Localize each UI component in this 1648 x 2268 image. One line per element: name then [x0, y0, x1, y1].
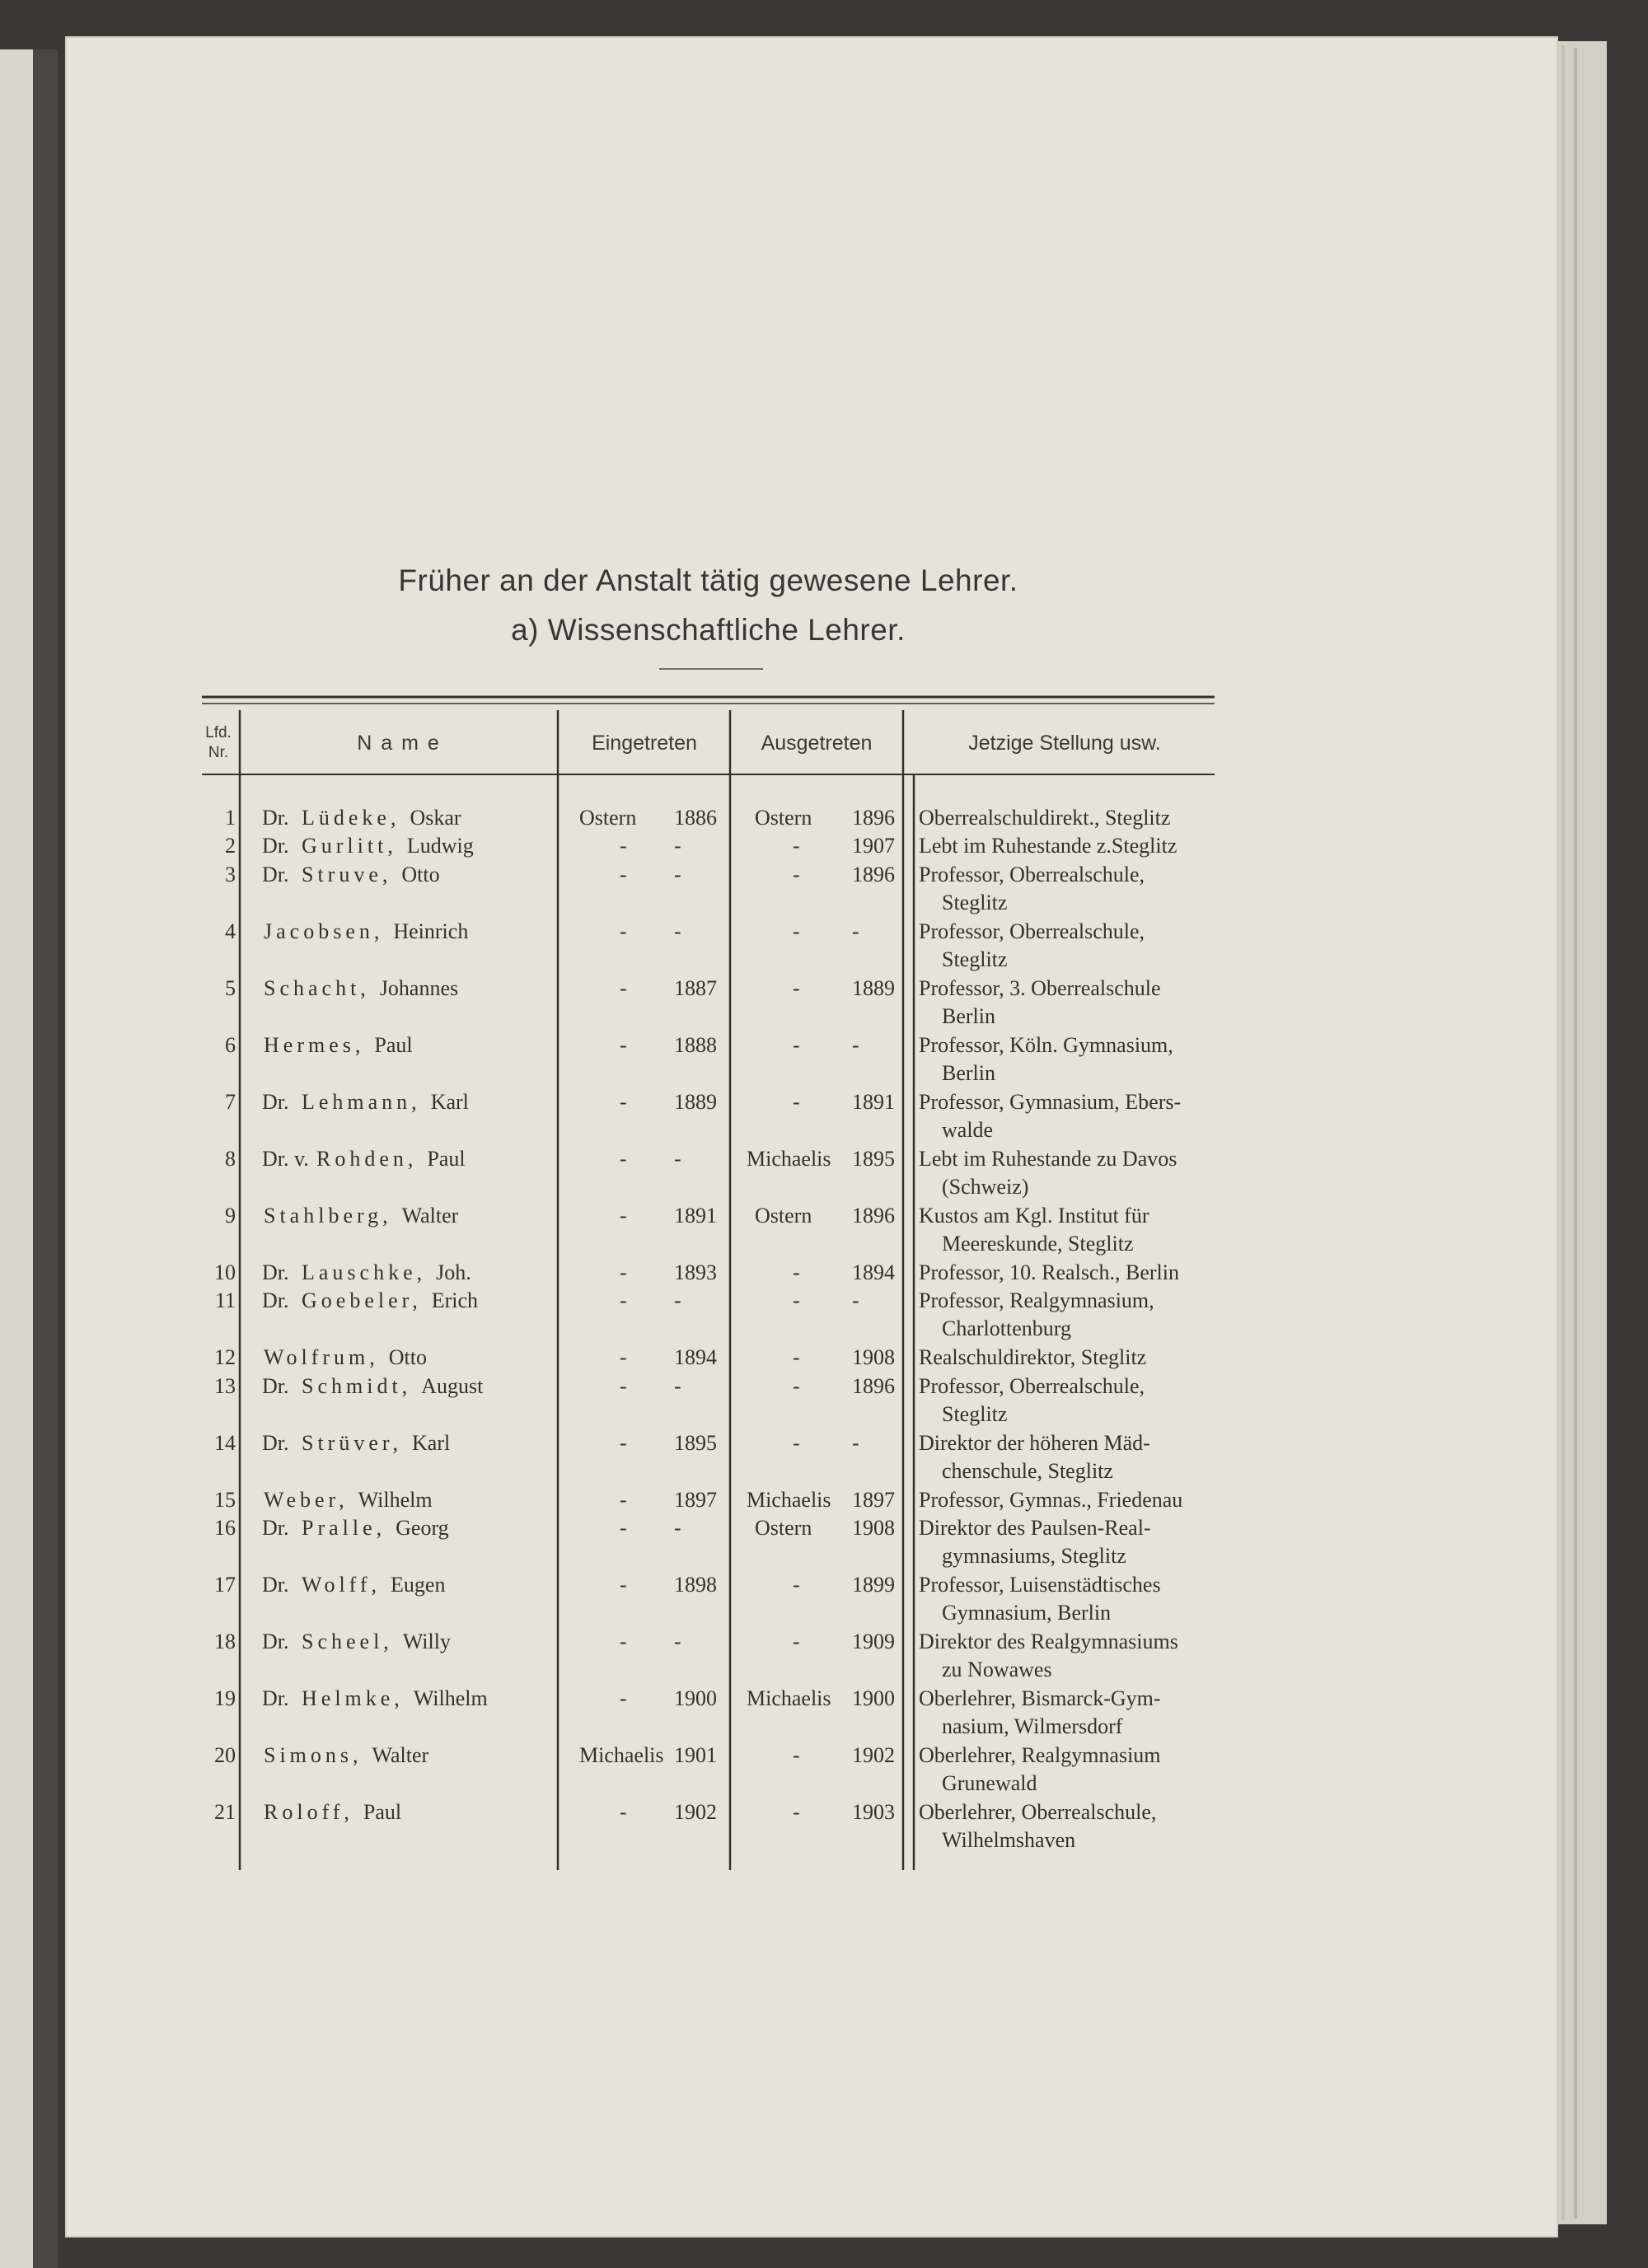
current-position-cont: chenschule, Steglitz — [942, 1459, 1113, 1483]
current-position: Professor, 3. Oberrealschule — [919, 976, 1161, 1000]
left-year: 1908 — [852, 1516, 895, 1540]
entered-term: Michaelis — [579, 1743, 664, 1767]
teacher-surname: Struve, — [302, 863, 392, 886]
teacher-surname: Jacobsen, — [264, 919, 384, 943]
left-term: Ostern — [755, 806, 812, 830]
entered-year: 1891 — [674, 1204, 717, 1228]
heading-line-1: Früher an der Anstalt tätig gewesene Lehrer. — [398, 563, 1018, 597]
entered-term: - — [620, 1090, 627, 1114]
left-term: Michaelis — [747, 1488, 831, 1512]
current-position-cont: Berlin — [942, 1061, 995, 1085]
entered-year: 1887 — [674, 976, 717, 1000]
current-position-cont: gymnasiums, Steglitz — [942, 1544, 1126, 1568]
entered-year: 1902 — [674, 1800, 717, 1824]
entered-year: - — [674, 1288, 681, 1312]
entered-term: - — [620, 1686, 627, 1710]
left-term: - — [793, 863, 800, 886]
left-year: - — [852, 1431, 859, 1455]
left-term: Michaelis — [747, 1147, 831, 1171]
left-term: - — [793, 1090, 800, 1114]
teacher-first-name: Karl — [412, 1431, 451, 1455]
left-year: 1896 — [852, 1374, 895, 1398]
header-entered: Eingetreten — [592, 732, 697, 755]
teacher-title: Dr. — [262, 1288, 289, 1312]
teacher-title: Dr. — [262, 806, 289, 830]
teacher-surname: Schmidt, — [302, 1374, 412, 1398]
teacher-first-name: Paul — [427, 1147, 466, 1171]
row-number: 8 — [225, 1147, 236, 1171]
current-position: Oberlehrer, Realgymnasium — [919, 1743, 1161, 1767]
teacher-surname: Goebeler, — [302, 1288, 422, 1312]
current-position-cont: zu Nowawes — [942, 1658, 1052, 1681]
current-position: Professor, Realgymnasium, — [919, 1288, 1154, 1312]
left-year: 1909 — [852, 1630, 895, 1653]
current-position: Professor, Köln. Gymnasium, — [919, 1033, 1173, 1057]
teacher-title: Dr. — [262, 1573, 289, 1597]
current-position-cont: nasium, Wilmersdorf — [942, 1714, 1123, 1738]
teacher-first-name: Paul — [363, 1800, 402, 1824]
entered-term: - — [620, 1204, 627, 1228]
entered-year: - — [674, 863, 681, 886]
row-number: 5 — [225, 976, 236, 1000]
entered-term: - — [620, 863, 627, 886]
teacher-first-name: Otto — [388, 1345, 427, 1369]
current-position: Lebt im Ruhestande z.Steglitz — [919, 834, 1177, 858]
entered-year: 1893 — [674, 1260, 717, 1284]
teacher-first-name: Eugen — [391, 1573, 446, 1597]
teacher-first-name: Willy — [402, 1630, 451, 1653]
left-year: 1907 — [852, 834, 895, 858]
row-number: 14 — [214, 1431, 236, 1455]
left-term: Ostern — [755, 1516, 812, 1540]
entered-term: - — [620, 834, 627, 858]
current-position: Kustos am Kgl. Institut für — [919, 1204, 1149, 1228]
current-position: Professor, Luisenstädtisches — [919, 1573, 1161, 1597]
teacher-title: Dr. — [262, 863, 289, 886]
entered-year: 1897 — [674, 1488, 717, 1512]
current-position-cont: Berlin — [942, 1004, 995, 1028]
entered-term: - — [620, 1800, 627, 1824]
left-year: 1896 — [852, 1204, 895, 1228]
teacher-first-name: Karl — [430, 1090, 469, 1114]
teacher-surname: Stahlberg, — [264, 1204, 392, 1228]
teacher-title: Dr. — [262, 1374, 289, 1398]
left-term: - — [793, 1630, 800, 1653]
current-position: Direktor der höheren Mäd- — [919, 1431, 1150, 1455]
entered-term: - — [620, 976, 627, 1000]
current-position: Professor, Oberrealschule, — [919, 1374, 1145, 1398]
entered-year: 1895 — [674, 1431, 717, 1455]
row-number: 12 — [214, 1345, 236, 1369]
current-position-cont: Grunewald — [942, 1771, 1037, 1795]
teacher-first-name: Wilhelm — [358, 1488, 433, 1512]
row-number: 7 — [225, 1090, 236, 1114]
teacher-first-name: Walter — [372, 1743, 429, 1767]
left-year: 1895 — [852, 1147, 895, 1171]
teacher-surname: Helmke, — [302, 1686, 404, 1710]
entered-year: 1888 — [674, 1033, 717, 1057]
current-position: Professor, Oberrealschule, — [919, 919, 1145, 943]
current-position-cont: Steglitz — [942, 1402, 1008, 1426]
left-year: 1897 — [852, 1488, 895, 1512]
left-term: - — [793, 1743, 800, 1767]
entered-year: - — [674, 1516, 681, 1540]
current-position: Realschuldirektor, Steglitz — [919, 1345, 1147, 1369]
row-number: 21 — [214, 1800, 236, 1824]
current-position: Oberlehrer, Bismarck-Gym- — [919, 1686, 1161, 1710]
current-position-cont: Gymnasium, Berlin — [942, 1601, 1112, 1625]
entered-term: - — [620, 1288, 627, 1312]
left-year: 1902 — [852, 1743, 895, 1767]
teacher-first-name: Georg — [396, 1516, 449, 1540]
entered-term: - — [620, 1630, 627, 1653]
entered-year: 1889 — [674, 1090, 717, 1114]
teacher-first-name: Paul — [374, 1033, 413, 1057]
entered-year: - — [674, 834, 681, 858]
left-year: 1903 — [852, 1800, 895, 1824]
teacher-surname: Rohden, — [316, 1147, 418, 1171]
left-year: 1889 — [852, 976, 895, 1000]
entered-year: - — [674, 1630, 681, 1653]
current-position: Lebt im Ruhestande zu Davos — [919, 1147, 1177, 1171]
current-position: Direktor des Paulsen-Real- — [919, 1516, 1151, 1540]
left-term: - — [793, 1374, 800, 1398]
row-number: 18 — [214, 1630, 236, 1653]
row-number: 17 — [214, 1573, 236, 1597]
current-position-cont: Steglitz — [942, 891, 1008, 914]
left-term: - — [793, 1573, 800, 1597]
teacher-title: Dr. — [262, 1090, 289, 1114]
current-position: Direktor des Realgymnasiums — [919, 1630, 1178, 1653]
teacher-surname: Lauschke, — [302, 1260, 427, 1284]
teacher-first-name: Ludwig — [406, 834, 474, 858]
left-year: 1899 — [852, 1573, 895, 1597]
row-number: 4 — [225, 919, 236, 943]
row-number: 20 — [214, 1743, 236, 1767]
entered-term: - — [620, 1147, 627, 1171]
left-term: Michaelis — [747, 1686, 831, 1710]
entered-term: - — [620, 1374, 627, 1398]
header-left: Ausgetreten — [761, 732, 873, 755]
teacher-first-name: Joh. — [436, 1260, 471, 1284]
teacher-first-name: Wilhelm — [413, 1686, 488, 1710]
teacher-first-name: Walter — [401, 1204, 459, 1228]
teacher-surname: Scheel, — [302, 1630, 393, 1653]
left-year: 1896 — [852, 806, 895, 830]
teacher-surname: Roloff, — [264, 1800, 353, 1824]
teacher-surname: Wolff, — [302, 1573, 382, 1597]
left-year: 1900 — [852, 1686, 895, 1710]
row-number: 11 — [214, 1288, 236, 1312]
entered-term: Ostern — [579, 806, 637, 830]
teacher-title: Dr. — [262, 1431, 289, 1455]
current-position-cont: walde — [942, 1118, 994, 1142]
left-term: - — [793, 1033, 800, 1057]
row-number: 3 — [225, 863, 236, 886]
left-term: - — [793, 1345, 800, 1369]
teacher-title: Dr. — [262, 1260, 289, 1284]
teacher-surname: Wolfrum, — [264, 1345, 379, 1369]
entered-year: 1898 — [674, 1573, 717, 1597]
left-year: 1908 — [852, 1345, 895, 1369]
teacher-first-name: Oskar — [410, 806, 461, 830]
entered-year: 1901 — [674, 1743, 717, 1767]
header-name: N a m e — [357, 732, 441, 755]
entered-year: - — [674, 919, 681, 943]
heading-line-2: a) Wissenschaftliche Lehrer. — [511, 613, 906, 647]
entered-year: 1894 — [674, 1345, 717, 1369]
row-number: 10 — [214, 1260, 236, 1284]
entered-year: - — [674, 1374, 681, 1398]
entered-term: - — [620, 1260, 627, 1284]
teacher-surname: Hermes, — [264, 1033, 365, 1057]
current-position: Professor, 10. Realsch., Berlin — [919, 1260, 1179, 1284]
teacher-first-name: Otto — [401, 863, 440, 886]
current-position: Oberlehrer, Oberrealschule, — [919, 1800, 1157, 1824]
entered-year: 1886 — [674, 806, 717, 830]
current-position-cont: Steglitz — [942, 947, 1008, 971]
current-position: Oberrealschuldirekt., Steglitz — [919, 806, 1171, 830]
header-nr: Lfd. Nr. — [205, 724, 232, 761]
current-position-cont: Meereskunde, Steglitz — [942, 1232, 1134, 1256]
entered-term: - — [620, 1488, 627, 1512]
current-position: Professor, Gymnas., Friedenau — [919, 1488, 1183, 1512]
teacher-surname: Lehmann, — [302, 1090, 421, 1114]
left-term: - — [793, 1431, 800, 1455]
row-number: 16 — [214, 1516, 236, 1540]
left-year: - — [852, 1288, 859, 1312]
teacher-first-name: August — [421, 1374, 484, 1398]
teacher-title: Dr. v. — [262, 1147, 309, 1171]
row-number: 6 — [225, 1033, 236, 1057]
left-year: - — [852, 1033, 859, 1057]
row-number: 2 — [225, 834, 236, 858]
teacher-first-name: Johannes — [379, 976, 459, 1000]
left-year: 1896 — [852, 863, 895, 886]
left-term: - — [793, 976, 800, 1000]
left-term: - — [793, 1288, 800, 1312]
teacher-title: Dr. — [262, 1630, 289, 1653]
left-term: - — [793, 1800, 800, 1824]
entered-term: - — [620, 1516, 627, 1540]
entered-term: - — [620, 919, 627, 943]
left-term: - — [793, 919, 800, 943]
teacher-first-name: Heinrich — [393, 919, 469, 943]
row-number: 1 — [225, 806, 236, 830]
teacher-first-name: Erich — [431, 1288, 479, 1312]
teacher-surname: Pralle, — [302, 1516, 386, 1540]
entered-term: - — [620, 1573, 627, 1597]
entered-term: - — [620, 1431, 627, 1455]
teacher-title: Dr. — [262, 1516, 289, 1540]
teacher-surname: Strüver, — [302, 1431, 402, 1455]
left-year: - — [852, 919, 859, 943]
teacher-title: Dr. — [262, 1686, 289, 1710]
row-number: 9 — [225, 1204, 236, 1228]
row-number: 13 — [214, 1374, 236, 1398]
current-position-cont: Charlottenburg — [942, 1316, 1071, 1340]
current-position: Professor, Gymnasium, Ebers- — [919, 1090, 1182, 1114]
teacher-surname: Simons, — [264, 1743, 363, 1767]
entered-term: - — [620, 1345, 627, 1369]
entered-year: 1900 — [674, 1686, 717, 1710]
current-position-cont: (Schweiz) — [942, 1175, 1029, 1199]
teacher-surname: Gurlitt, — [302, 834, 397, 858]
row-number: 15 — [214, 1488, 236, 1512]
teacher-surname: Weber, — [264, 1488, 349, 1512]
left-term: Ostern — [755, 1204, 812, 1228]
header-position: Jetzige Stellung usw. — [968, 732, 1161, 755]
teacher-surname: Schacht, — [264, 976, 370, 1000]
entered-year: - — [674, 1147, 681, 1171]
left-year: 1894 — [852, 1260, 895, 1284]
row-number: 19 — [214, 1686, 236, 1710]
left-year: 1891 — [852, 1090, 895, 1114]
left-term: - — [793, 1260, 800, 1284]
left-term: - — [793, 834, 800, 858]
current-position-cont: Wilhelmshaven — [942, 1828, 1076, 1852]
entered-term: - — [620, 1033, 627, 1057]
teacher-surname: Lüdeke, — [302, 806, 400, 830]
teacher-title: Dr. — [262, 834, 289, 858]
current-position: Professor, Oberrealschule, — [919, 863, 1145, 886]
